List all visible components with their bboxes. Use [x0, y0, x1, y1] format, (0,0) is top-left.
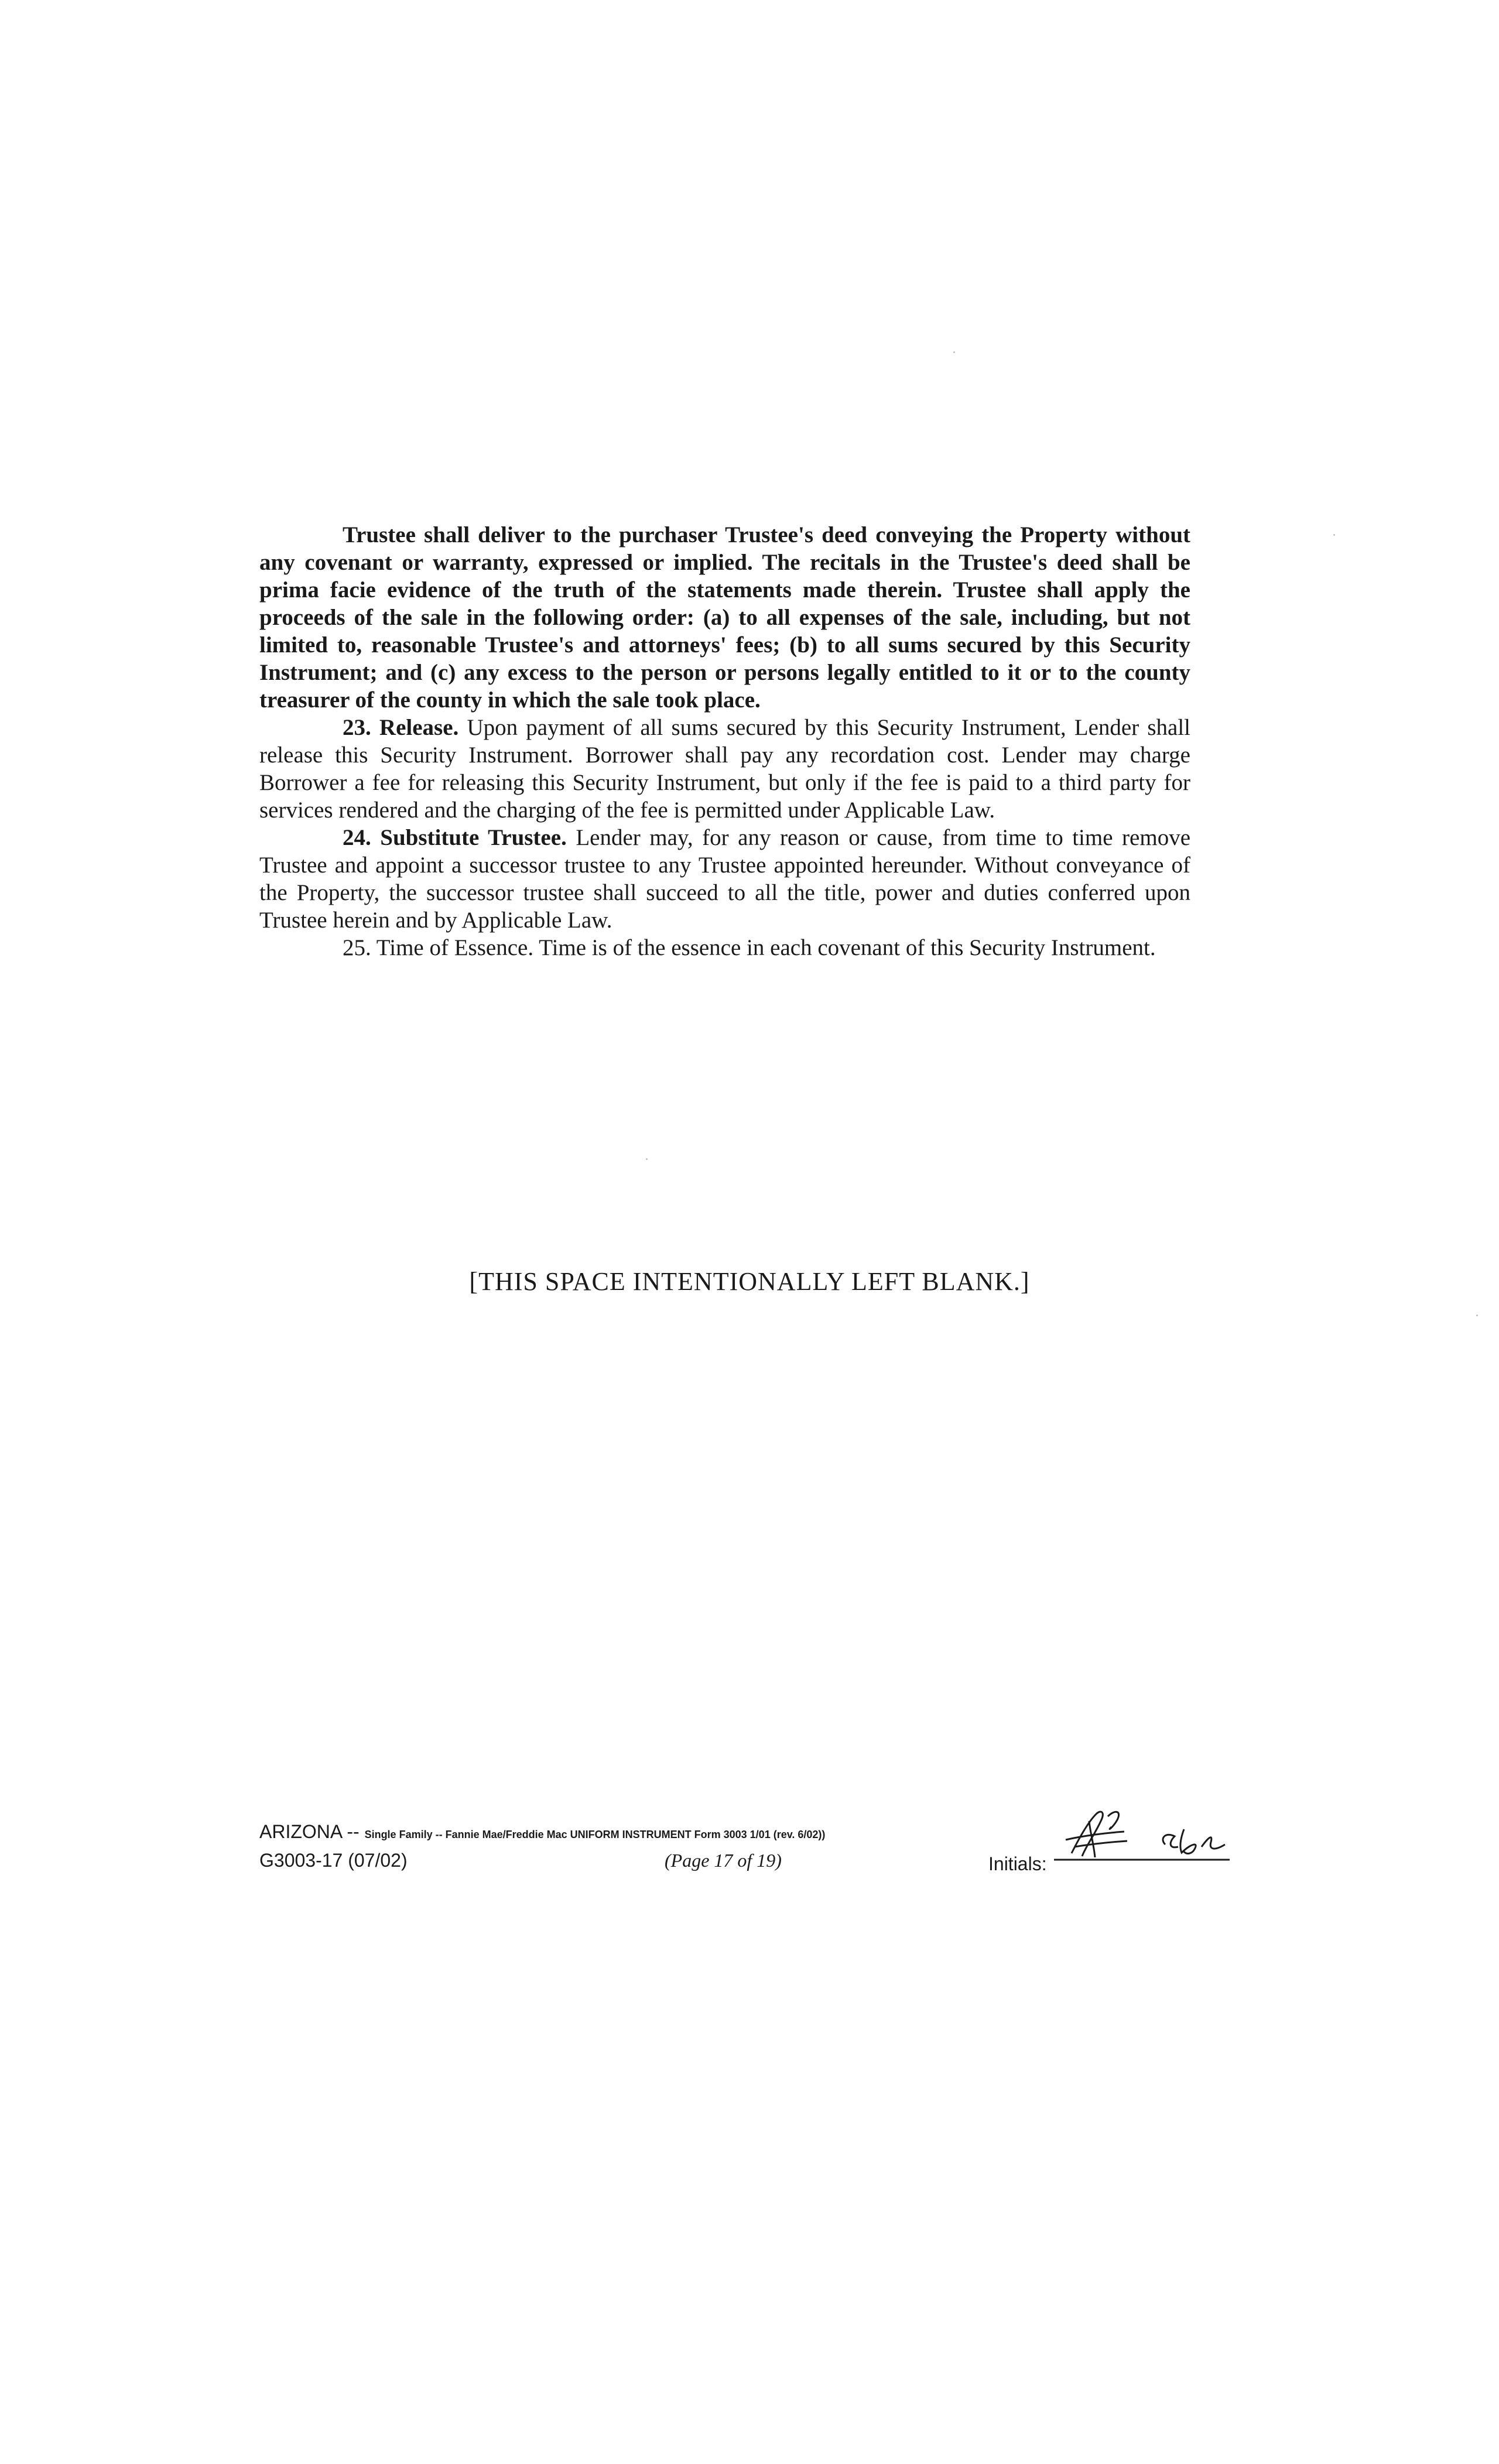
release-paragraph	[259, 714, 1190, 824]
release-text: Upon payment of all sums secured by this Security Instrument, Lender shall release this Security Instrument. Borrower shall pay any recordation cost. Lender may charge Borrower a fee for releasing this Security Instrument, but only if the fee is paid to a third party for services rendered and the charging of the fee is permitted under Applicable Law.	[259, 715, 1191, 823]
initials-label: Initials:	[988, 1853, 1047, 1874]
footer-form-code: G3003-17 (07/02)	[259, 1850, 408, 1871]
blank-space-notice: [THIS SPACE INTENTIONALLY LEFT BLANK.]	[469, 1267, 1030, 1296]
release-heading: 23. Release.	[343, 715, 459, 740]
scan-speck	[1476, 1315, 1478, 1316]
initials-signature-icon	[1054, 1803, 1230, 1868]
scan-speck	[953, 351, 955, 353]
time-of-essence-paragraph	[259, 934, 1190, 961]
time-of-essence-text: Time is of the essence in each covenant of this Security Instrument.	[539, 935, 1156, 960]
substitute-trustee-paragraph	[259, 824, 1190, 934]
trustee-deed-paragraph: Trustee shall deliver to the purchaser Trustee's deed conveying the Property without any covenant or warranty, expressed or implied. The recitals in the Trustee's deed shall be prima facie evidence of the truth of the statements made therein. Trustee shall apply the proceeds of the sale in the following order: (a) to all expenses of the sale, including, but not limited to, reasonable Trustee's and attorneys' fees; (b) to all sums secured by this Security Instrument; and (c) any excess to the person or persons legally entitled to it or to the county treasurer of the county in which the sale took place.	[259, 522, 1190, 713]
scan-speck	[646, 1158, 648, 1160]
substitute-trustee-heading: 24. Substitute Trustee.	[343, 825, 567, 850]
footer-form-description: Single Family -- Fannie Mae/Freddie Mac UNIFORM INSTRUMENT Form 3003 1/01 (rev. 6/02))	[364, 1829, 826, 1840]
footer-state: ARIZONA --	[259, 1821, 360, 1842]
time-of-essence-heading: 25. Time of Essence.	[343, 935, 534, 960]
substitute-trustee-text: Lender may, for any reason or cause, from time to time remove Trustee and appoint a successor trustee to any Trustee appointed hereunder. Without conveyance of the Property, the successor trustee shall succeed to all the title, power and duties conferred upon Trustee herein and by Applicable Law.	[259, 825, 1191, 933]
document-body	[259, 521, 1190, 961]
page-number: (Page 17 of 19)	[665, 1850, 782, 1871]
scan-speck	[1333, 534, 1335, 536]
